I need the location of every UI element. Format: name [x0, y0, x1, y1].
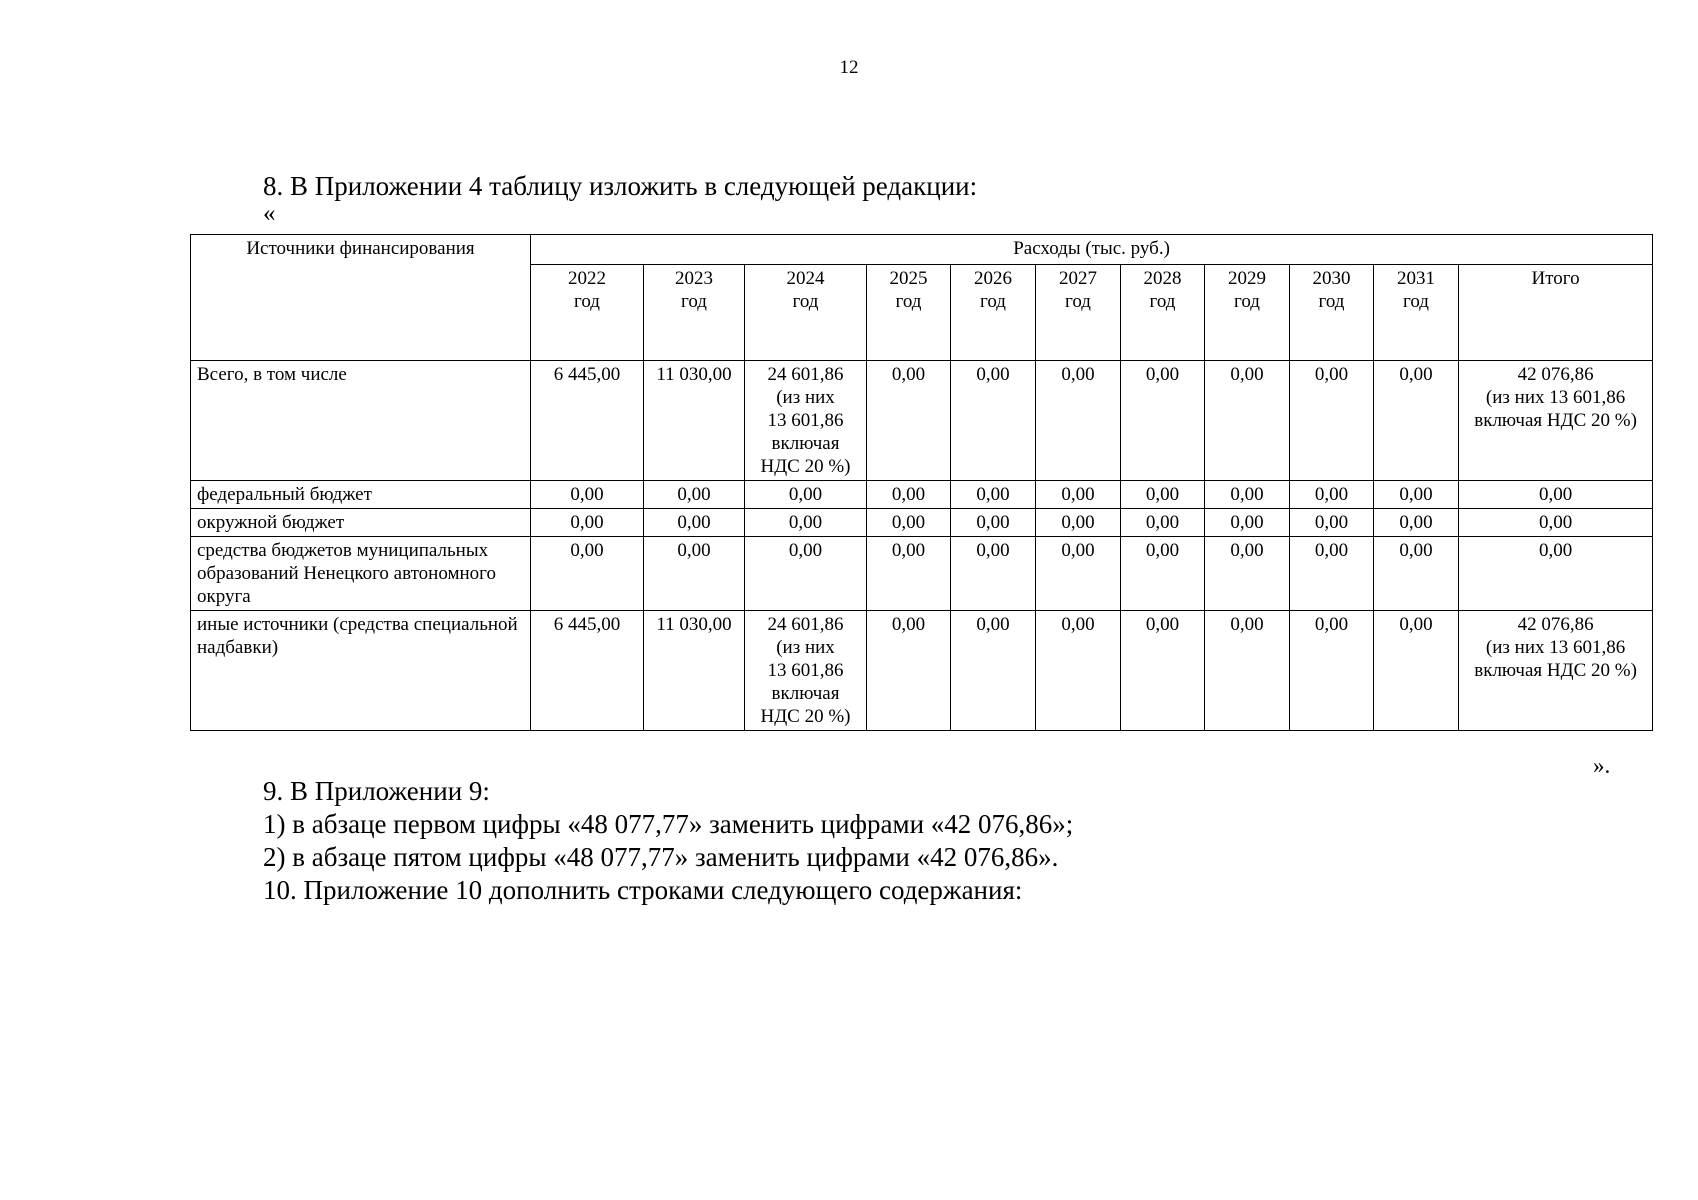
- year-header-2031: [1374, 265, 1459, 361]
- item-9-subitem-2: 2) в абзаце пятом цифры «48 077,77» заменить цифрами «42 076,86».: [263, 842, 1059, 872]
- item-9-heading: 9. В Приложении 9:: [263, 776, 490, 806]
- year-label: 2023: [675, 268, 713, 289]
- year-label: 2030: [1312, 268, 1351, 289]
- year-label: 2028: [1143, 268, 1182, 289]
- year-header-2026: [951, 265, 1036, 361]
- value-cell-2029: 0,00: [1205, 509, 1290, 537]
- value-cell-2028: 0,00: [1121, 509, 1205, 537]
- year-unit: год: [895, 291, 922, 312]
- year-header-2029: [1205, 265, 1290, 361]
- year-unit: год: [681, 291, 707, 312]
- table-row: [191, 611, 1653, 731]
- source-cell: иные источники (средства специальной надбавки): [191, 611, 531, 731]
- value-cell-2025: 0,00: [867, 537, 951, 611]
- value-cell-2029: 0,00: [1205, 361, 1290, 481]
- value-cell-2027: 0,00: [1036, 611, 1121, 731]
- value-cell-2023: 11 030,00: [644, 611, 745, 731]
- value-cell-2028: 0,00: [1121, 537, 1205, 611]
- year-label: 2022: [568, 268, 606, 289]
- total-cell: 0,00: [1459, 509, 1653, 537]
- value-cell-2026: 0,00: [951, 537, 1036, 611]
- value-cell-2024: 0,00: [745, 537, 867, 611]
- value-cell-2029: 0,00: [1205, 611, 1290, 731]
- value-cell-2027: 0,00: [1036, 509, 1121, 537]
- value-cell-2023: 0,00: [644, 481, 745, 509]
- value-cell-2023: 0,00: [644, 537, 745, 611]
- value-cell-2026: 0,00: [951, 509, 1036, 537]
- year-unit: год: [574, 291, 600, 312]
- value-cell-2024: 24 601,86 (из них 13 601,86 включая НДС 20 %): [745, 361, 867, 481]
- year-unit: год: [980, 291, 1006, 312]
- table-row: [191, 537, 1653, 611]
- amendments-text: [263, 774, 1073, 906]
- value-cell-2024: 24 601,86 (из них 13 601,86 включая НДС 20 %): [745, 611, 867, 731]
- year-unit: год: [1149, 291, 1176, 312]
- value-cell-2024: 0,00: [745, 481, 867, 509]
- value-cell-2026: 0,00: [951, 481, 1036, 509]
- value-cell-2026: 0,00: [951, 361, 1036, 481]
- value-cell-2025: 0,00: [867, 481, 951, 509]
- year-header-2027: [1036, 265, 1121, 361]
- value-cell-2027: 0,00: [1036, 481, 1121, 509]
- opening-quote: «: [263, 200, 276, 227]
- value-cell-2023: 0,00: [644, 509, 745, 537]
- year-label: 2025: [889, 268, 928, 289]
- item-9-subitem-1: 1) в абзаце первом цифры «48 077,77» заменить цифрами «42 076,86»;: [263, 809, 1074, 839]
- value-cell-2030: 0,00: [1290, 509, 1374, 537]
- source-cell: средства бюджетов муниципальных образований Ненецкого автономного округа: [191, 537, 531, 611]
- value-cell-2031: 0,00: [1374, 361, 1459, 481]
- source-cell: федеральный бюджет: [191, 481, 531, 509]
- source-cell: окружной бюджет: [191, 509, 531, 537]
- value-cell-2025: 0,00: [867, 509, 951, 537]
- value-cell-2030: 0,00: [1290, 481, 1374, 509]
- total-cell: 42 076,86 (из них 13 601,86 включая НДС 20 %): [1459, 361, 1653, 481]
- value-cell-2030: 0,00: [1290, 611, 1374, 731]
- year-label: 2029: [1228, 268, 1266, 289]
- value-cell-2031: 0,00: [1374, 509, 1459, 537]
- value-cell-2031: 0,00: [1374, 481, 1459, 509]
- value-cell-2031: 0,00: [1374, 537, 1459, 611]
- value-cell-2029: 0,00: [1205, 481, 1290, 509]
- table-row: [191, 509, 1653, 537]
- year-header-2024: [745, 265, 867, 361]
- page-number: 12: [839, 57, 859, 78]
- year-header-2023: [644, 265, 745, 361]
- table-row: [191, 481, 1653, 509]
- value-cell-2028: 0,00: [1121, 611, 1205, 731]
- value-cell-2027: 0,00: [1036, 361, 1121, 481]
- item-8-heading: 8. В Приложении 4 таблицу изложить в следующей редакции:: [263, 171, 978, 201]
- year-label: 2027: [1059, 268, 1097, 289]
- year-unit: год: [1318, 291, 1345, 312]
- value-cell-2022: 6 445,00: [531, 361, 644, 481]
- total-header: Итого: [1459, 265, 1653, 361]
- year-unit: год: [1065, 291, 1091, 312]
- value-cell-2026: 0,00: [951, 611, 1036, 731]
- value-cell-2023: 11 030,00: [644, 361, 745, 481]
- value-cell-2029: 0,00: [1205, 537, 1290, 611]
- year-header-2028: [1121, 265, 1205, 361]
- year-header-2030: [1290, 265, 1374, 361]
- value-cell-2022: 0,00: [531, 481, 644, 509]
- value-cell-2030: 0,00: [1290, 361, 1374, 481]
- value-cell-2022: 0,00: [531, 509, 644, 537]
- value-cell-2030: 0,00: [1290, 537, 1374, 611]
- total-cell: 0,00: [1459, 481, 1653, 509]
- value-cell-2025: 0,00: [867, 611, 951, 731]
- table-row: [191, 361, 1653, 481]
- value-cell-2028: 0,00: [1121, 361, 1205, 481]
- value-cell-2022: 6 445,00: [531, 611, 644, 731]
- total-cell: 0,00: [1459, 537, 1653, 611]
- value-cell-2025: 0,00: [867, 361, 951, 481]
- value-cell-2028: 0,00: [1121, 481, 1205, 509]
- year-label: 2026: [974, 268, 1012, 289]
- year-unit: год: [792, 291, 819, 312]
- year-label: 2024: [786, 268, 825, 289]
- value-cell-2027: 0,00: [1036, 537, 1121, 611]
- item-10-heading: 10. Приложение 10 дополнить строками следующего содержания:: [263, 875, 1023, 905]
- year-label: 2031: [1397, 268, 1435, 289]
- year-header-2025: [867, 265, 951, 361]
- year-header-2022: [531, 265, 644, 361]
- year-unit: год: [1234, 291, 1260, 312]
- expenses-header: Расходы (тыс. руб.): [531, 235, 1653, 265]
- source-cell: Всего, в том числе: [191, 361, 531, 481]
- value-cell-2031: 0,00: [1374, 611, 1459, 731]
- year-unit: год: [1403, 291, 1429, 312]
- value-cell-2024: 0,00: [745, 509, 867, 537]
- table-header-row: [191, 235, 1653, 265]
- value-cell-2022: 0,00: [531, 537, 644, 611]
- source-header: Источники финансирования: [191, 235, 531, 361]
- closing-quote: ».: [1593, 753, 1611, 778]
- financing-table: [190, 234, 1653, 731]
- total-cell: 42 076,86 (из них 13 601,86 включая НДС 20 %): [1459, 611, 1653, 731]
